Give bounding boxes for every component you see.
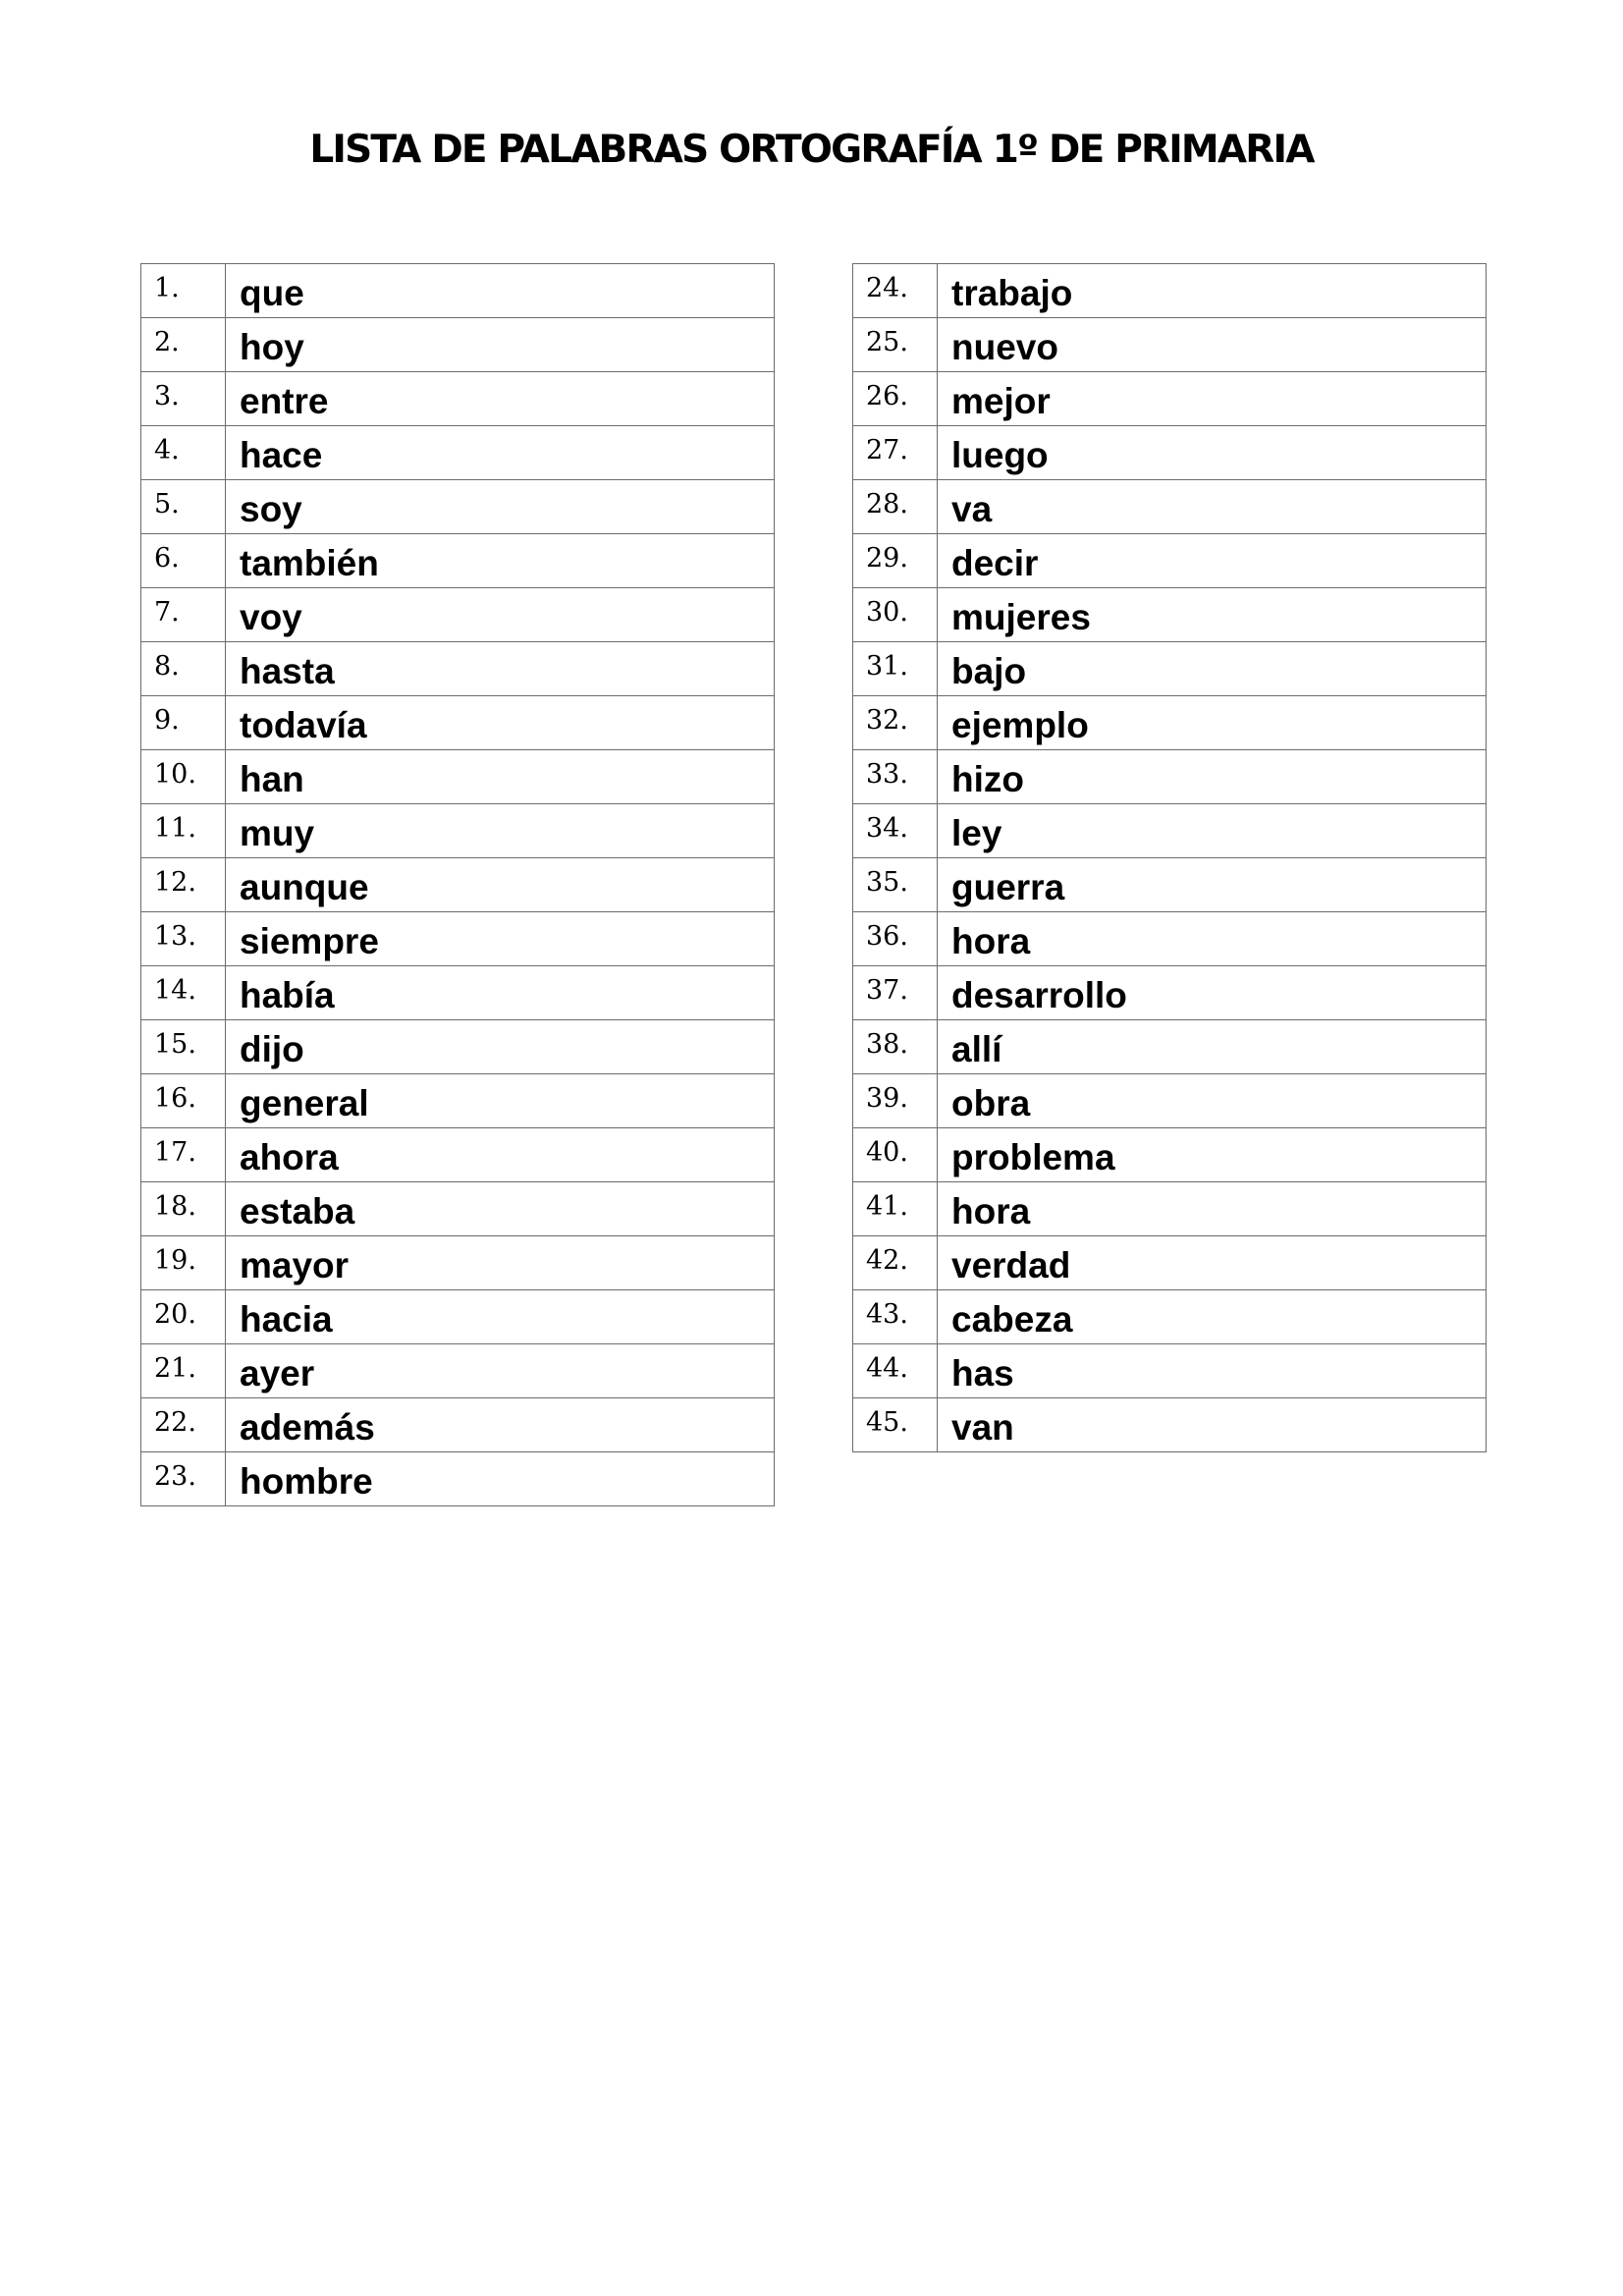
word-row [853, 696, 1487, 750]
word-row [853, 1290, 1487, 1344]
word-row [853, 264, 1487, 318]
word-number: 30. [853, 588, 938, 642]
word-row [853, 1128, 1487, 1182]
word-number: 3. [141, 372, 226, 426]
word-row [141, 696, 775, 750]
word-text: siempre [226, 912, 775, 966]
word-text: hoy [226, 318, 775, 372]
word-number: 36. [853, 912, 938, 966]
word-text: trabajo [938, 264, 1487, 318]
word-number: 13. [141, 912, 226, 966]
word-number: 24. [853, 264, 938, 318]
word-text: dijo [226, 1020, 775, 1074]
word-row [141, 1398, 775, 1452]
word-row [853, 1236, 1487, 1290]
word-table-right [852, 263, 1487, 1452]
word-text: ayer [226, 1344, 775, 1398]
word-text: allí [938, 1020, 1487, 1074]
word-number: 35. [853, 858, 938, 912]
word-number: 32. [853, 696, 938, 750]
word-number: 23. [141, 1452, 226, 1506]
word-row [853, 642, 1487, 696]
word-number: 14. [141, 966, 226, 1020]
word-text: muy [226, 804, 775, 858]
word-text: decir [938, 534, 1487, 588]
word-text: guerra [938, 858, 1487, 912]
word-table-left [140, 263, 775, 1506]
word-row [141, 1182, 775, 1236]
word-row [141, 1344, 775, 1398]
word-text: ahora [226, 1128, 775, 1182]
word-text: van [938, 1398, 1487, 1452]
word-row [141, 1020, 775, 1074]
word-number: 31. [853, 642, 938, 696]
word-number: 10. [141, 750, 226, 804]
word-row [853, 858, 1487, 912]
word-text: ejemplo [938, 696, 1487, 750]
word-row [141, 480, 775, 534]
word-number: 9. [141, 696, 226, 750]
word-number: 8. [141, 642, 226, 696]
word-number: 17. [141, 1128, 226, 1182]
word-number: 19. [141, 1236, 226, 1290]
word-text: has [938, 1344, 1487, 1398]
word-number: 1. [141, 264, 226, 318]
word-text: han [226, 750, 775, 804]
word-number: 26. [853, 372, 938, 426]
word-text: mejor [938, 372, 1487, 426]
word-text: voy [226, 588, 775, 642]
word-number: 21. [141, 1344, 226, 1398]
word-text: hizo [938, 750, 1487, 804]
word-row [853, 1020, 1487, 1074]
word-row [141, 534, 775, 588]
word-row [141, 318, 775, 372]
word-text: va [938, 480, 1487, 534]
word-row [141, 264, 775, 318]
word-number: 29. [853, 534, 938, 588]
word-text: todavía [226, 696, 775, 750]
word-row [853, 534, 1487, 588]
word-number: 16. [141, 1074, 226, 1128]
word-number: 2. [141, 318, 226, 372]
word-number: 4. [141, 426, 226, 480]
word-row [141, 1074, 775, 1128]
word-text: mujeres [938, 588, 1487, 642]
word-row [141, 1452, 775, 1506]
word-text: hacia [226, 1290, 775, 1344]
word-text: nuevo [938, 318, 1487, 372]
word-row [141, 858, 775, 912]
word-number: 12. [141, 858, 226, 912]
word-number: 45. [853, 1398, 938, 1452]
word-text: también [226, 534, 775, 588]
word-text: problema [938, 1128, 1487, 1182]
word-text: hasta [226, 642, 775, 696]
word-row [141, 966, 775, 1020]
word-row [141, 1128, 775, 1182]
word-row [141, 642, 775, 696]
word-text: hace [226, 426, 775, 480]
word-text: además [226, 1398, 775, 1452]
word-row [141, 426, 775, 480]
word-row [853, 372, 1487, 426]
word-number: 25. [853, 318, 938, 372]
word-row [853, 966, 1487, 1020]
word-number: 39. [853, 1074, 938, 1128]
word-row [141, 912, 775, 966]
word-number: 43. [853, 1290, 938, 1344]
word-number: 37. [853, 966, 938, 1020]
word-number: 11. [141, 804, 226, 858]
word-text: estaba [226, 1182, 775, 1236]
word-row [141, 750, 775, 804]
word-row [853, 1398, 1487, 1452]
word-row [853, 318, 1487, 372]
word-text: aunque [226, 858, 775, 912]
word-row [853, 750, 1487, 804]
word-text: luego [938, 426, 1487, 480]
word-number: 22. [141, 1398, 226, 1452]
word-row [853, 588, 1487, 642]
word-text: hora [938, 912, 1487, 966]
word-row [853, 912, 1487, 966]
word-number: 20. [141, 1290, 226, 1344]
word-text: desarrollo [938, 966, 1487, 1020]
word-row [853, 1344, 1487, 1398]
word-number: 5. [141, 480, 226, 534]
word-row [141, 1290, 775, 1344]
word-number: 44. [853, 1344, 938, 1398]
page-title: LISTA DE PALABRAS ORTOGRAFÍA 1º DE PRIMARIA [309, 128, 1314, 172]
word-row [141, 1236, 775, 1290]
word-number: 41. [853, 1182, 938, 1236]
word-number: 33. [853, 750, 938, 804]
word-row [853, 1074, 1487, 1128]
word-number: 6. [141, 534, 226, 588]
word-number: 18. [141, 1182, 226, 1236]
word-row [853, 480, 1487, 534]
word-number: 42. [853, 1236, 938, 1290]
word-row [141, 804, 775, 858]
word-text: había [226, 966, 775, 1020]
word-text: bajo [938, 642, 1487, 696]
word-text: hora [938, 1182, 1487, 1236]
word-text: cabeza [938, 1290, 1487, 1344]
word-row [853, 1182, 1487, 1236]
word-number: 38. [853, 1020, 938, 1074]
word-text: soy [226, 480, 775, 534]
word-row [141, 372, 775, 426]
word-text: que [226, 264, 775, 318]
word-text: general [226, 1074, 775, 1128]
word-number: 40. [853, 1128, 938, 1182]
word-text: mayor [226, 1236, 775, 1290]
word-row [853, 804, 1487, 858]
word-text: entre [226, 372, 775, 426]
word-text: ley [938, 804, 1487, 858]
word-row [141, 588, 775, 642]
word-row [853, 426, 1487, 480]
word-number: 27. [853, 426, 938, 480]
word-number: 34. [853, 804, 938, 858]
word-number: 15. [141, 1020, 226, 1074]
word-number: 28. [853, 480, 938, 534]
word-text: obra [938, 1074, 1487, 1128]
word-number: 7. [141, 588, 226, 642]
word-text: verdad [938, 1236, 1487, 1290]
word-text: hombre [226, 1452, 775, 1506]
